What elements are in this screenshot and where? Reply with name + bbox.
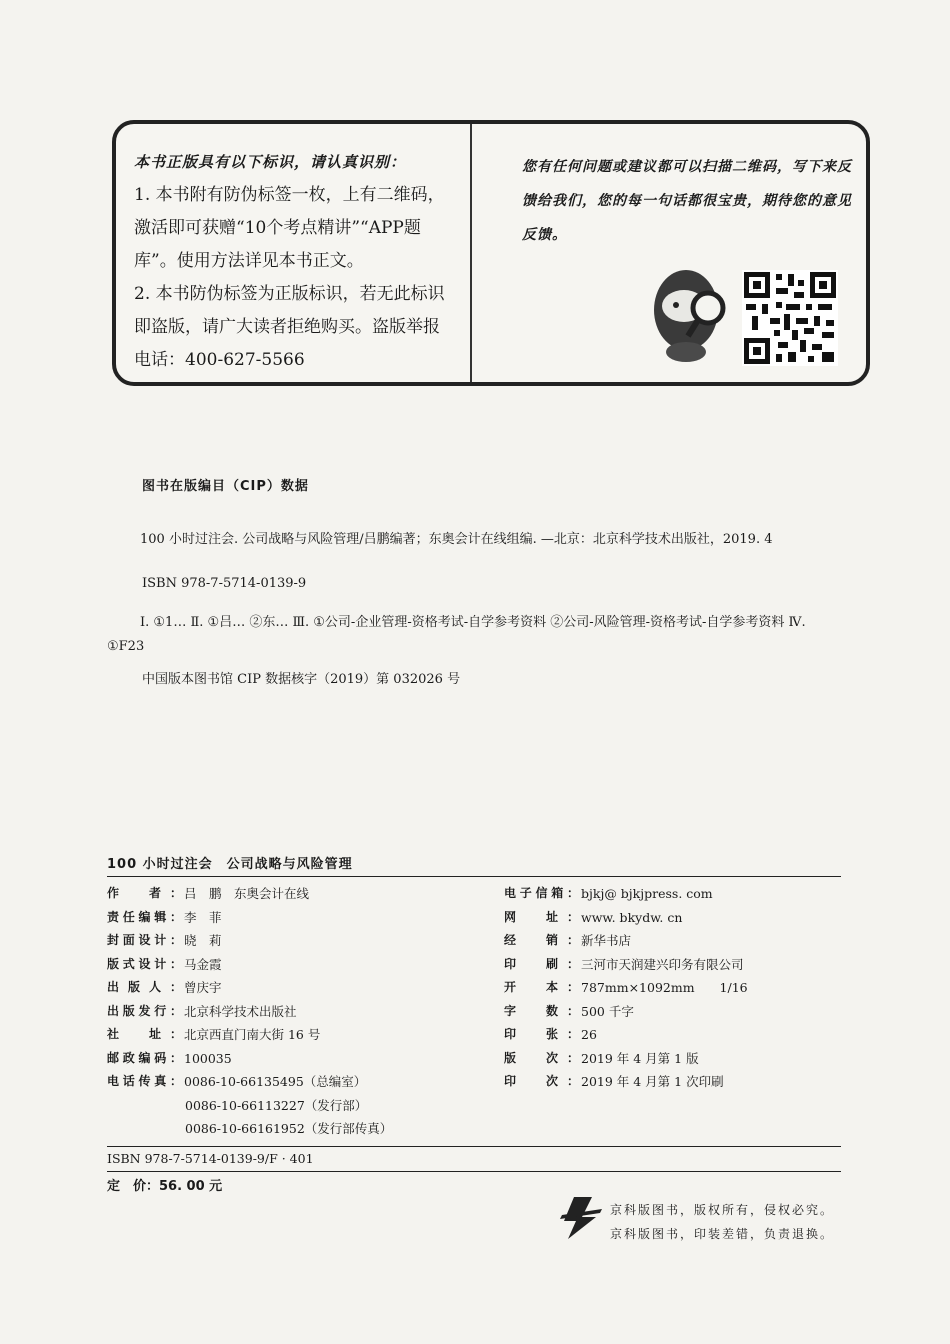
colophon-value: 北京科学技术出版社 (184, 1003, 297, 1019)
feedback-text (490, 150, 862, 252)
colophon-label: 印 刷： (504, 956, 579, 971)
colophon-value: 787mm×1092mm 1/16 (581, 980, 748, 995)
colophon-row (504, 882, 748, 906)
colophon-row (107, 1070, 392, 1094)
colophon-row (107, 1000, 392, 1024)
colophon-value: 26 (581, 1027, 597, 1042)
notice-item-2: 2. 本书防伪标签为正版标识，若无此标识即盗版，请广大读者拒绝购买。盗版举报电话：400-627-5566 (134, 284, 445, 370)
colophon-value: 2019 年 4 月第 1 版 (581, 1050, 699, 1066)
colophon-value: 2019 年 4 月第 1 次印刷 (581, 1074, 724, 1089)
colophon-price-rule (107, 1171, 841, 1172)
colophon-label: 邮政编码： (107, 1050, 182, 1065)
colophon-row (107, 882, 392, 906)
colophon-isbn-rule (107, 1146, 841, 1147)
cip-classification: Ⅰ. ①1… Ⅱ. ①吕… ②东… Ⅲ. ①公司-企业管理-资格考试-自学参考资料 ②公司-风险管理-资格考试-自学参考资料 Ⅳ. ①F23 (107, 615, 806, 654)
notice-left-panel (134, 146, 454, 377)
colophon-row (504, 953, 748, 977)
copyright-notes (610, 1198, 834, 1246)
copyright-line-2: 京科版图书，印装差错，负责退换。 (610, 1227, 835, 1241)
colophon-value: 新华书店 (581, 933, 632, 948)
colophon-row (504, 929, 748, 953)
colophon-price: 定 价：56. 00 元 (107, 1179, 223, 1194)
colophon-row (107, 929, 392, 953)
colophon-row (504, 1000, 748, 1024)
feedback-message: 您有任何问题或建议都可以扫描二维码，写下来反馈给我们，您的每一句话都很宝贵，期待您的意见反馈。 (522, 159, 852, 243)
colophon-row (107, 976, 392, 1000)
colophon-label: 社 址： (107, 1027, 182, 1041)
colophon-label: 字 数： (504, 1003, 579, 1018)
colophon-value: 吕 鹏 东奥会计在线 (184, 886, 310, 901)
cip-title: 图书在版编目（CIP）数据 (142, 479, 309, 494)
colophon-label: 电话传真： (107, 1074, 182, 1088)
copyright-line-1: 京科版图书，版权所有，侵权必究。 (610, 1203, 835, 1217)
colophon-label: 出版人： (107, 980, 182, 994)
colophon-label: 印 次： (504, 1074, 579, 1088)
colophon-row (107, 906, 392, 930)
cip-approval-number: 中国版本图书馆 CIP 数据核字（2019）第 032026 号 (142, 672, 461, 687)
colophon-value: 100035 (184, 1050, 232, 1066)
cip-isbn: ISBN 978-7-5714-0139-9 (142, 576, 307, 591)
colophon-value: 马金霞 (184, 956, 222, 972)
mascot-magnifier-icon (646, 260, 736, 370)
colophon-label: 开 本： (504, 980, 579, 994)
colophon-value: 晓 莉 (184, 933, 222, 948)
notice-item-1: 1. 本书附有防伪标签一枚，上有二维码，激活即可获赠“10个考点精讲”“APP题库”。使用方法详见本书正文。 (134, 185, 445, 271)
colophon-label: 版 次： (504, 1050, 579, 1065)
colophon-top-rule (107, 876, 841, 877)
publisher-logo-icon (560, 1195, 604, 1241)
cip-record: 100 小时过注会. 公司战略与风险管理/吕鹏编著；东奥会计在线组编. —北京：北京科学技术出版社，2019. 4 (140, 532, 773, 547)
colophon-label: 封面设计： (107, 933, 182, 947)
colophon-value: bjkj@ bjkjpress. com (581, 886, 713, 901)
colophon-row (107, 1047, 392, 1071)
colophon-left-column (107, 882, 392, 1141)
colophon-row (107, 1023, 392, 1047)
colophon-title: 100 小时过注会 公司战略与风险管理 (107, 857, 353, 872)
colophon-row (504, 906, 748, 930)
colophon-label: 电子信箱： (504, 886, 579, 900)
colophon-value: 北京西直门南大街 16 号 (184, 1027, 321, 1042)
colophon-label: 印 张： (504, 1027, 579, 1041)
colophon-label: 作 者： (107, 886, 182, 900)
colophon-label: 网 址： (504, 909, 579, 924)
colophon-right-column (504, 882, 748, 1094)
colophon-value: 曾庆宇 (184, 980, 222, 995)
notice-divider (470, 124, 472, 382)
colophon-value: 李 菲 (184, 909, 222, 925)
colophon-row (504, 976, 748, 1000)
colophon-value: 500 千字 (581, 1003, 634, 1019)
colophon-row (504, 1047, 748, 1071)
qr-code-icon (742, 270, 838, 366)
colophon-row (107, 1094, 392, 1118)
colophon-row (107, 953, 392, 977)
colophon-row (107, 1117, 392, 1141)
colophon-label: 责任编辑： (107, 909, 182, 924)
colophon-value: 三河市天润建兴印务有限公司 (581, 956, 744, 972)
colophon-value: www. bkydw. cn (581, 909, 683, 925)
notice-heading: 本书正版具有以下标识，请认真识别： (134, 153, 407, 171)
colophon-value: 0086-10-66135495（总编室） (184, 1074, 367, 1089)
colophon-row (504, 1070, 748, 1094)
colophon-isbn: ISBN 978-7-5714-0139-9/F · 401 (107, 1151, 314, 1166)
anti-counterfeit-notice-box (112, 120, 870, 386)
colophon-label: 经 销： (504, 933, 579, 947)
colophon-label: 版式设计： (107, 956, 182, 971)
colophon-row (504, 1023, 748, 1047)
colophon-label: 出版发行： (107, 1003, 182, 1018)
colophon-phone-extra: 0086-10-66161952（发行部传真） (185, 1121, 393, 1136)
colophon-phone-extra: 0086-10-66113227（发行部） (185, 1097, 368, 1113)
